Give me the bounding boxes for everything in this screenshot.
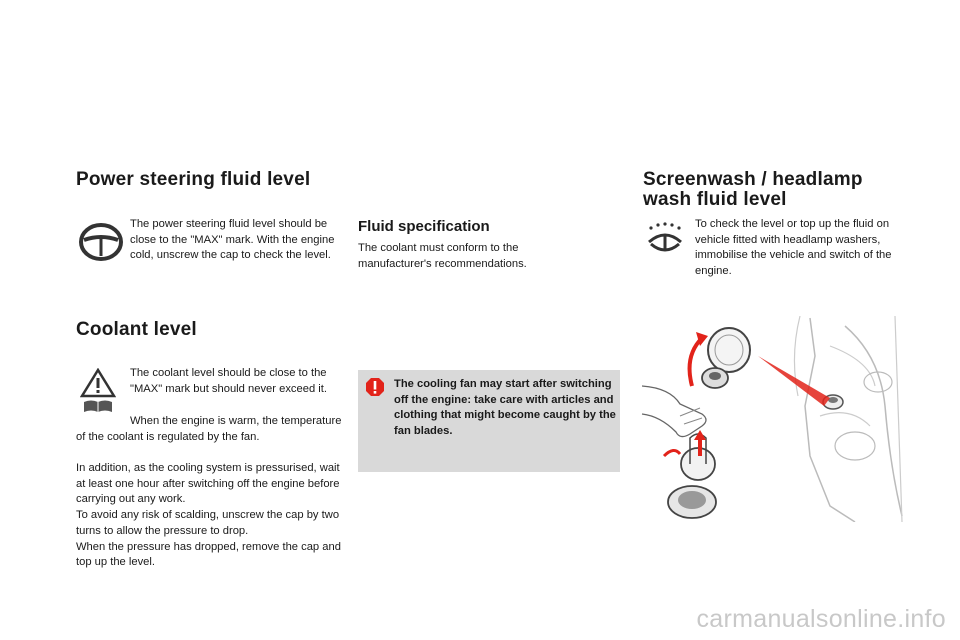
steering-wheel-icon bbox=[78, 222, 124, 262]
coolant-warning-icon bbox=[80, 368, 116, 414]
coolant-paragraph-3: In addition, as the cooling system is pressurised, wait at least one hour after switching off the engine before carrying out any work. bbox=[76, 462, 340, 506]
watermark-text: carmanualsonline.info bbox=[696, 605, 946, 633]
power-steering-text bbox=[130, 217, 340, 264]
warning-exclamation-icon bbox=[364, 376, 386, 398]
screenwash-heading-line-2: wash fluid level bbox=[643, 189, 787, 210]
coolant-heading: Coolant level bbox=[76, 319, 197, 340]
washer-fluid-icon bbox=[646, 222, 684, 260]
screenwash-heading bbox=[643, 170, 863, 210]
screenwash-heading-line-1: Screenwash / headlamp bbox=[643, 169, 863, 190]
power-steering-body: The power steering fluid level should be close to the "MAX" mark. With the engine cold, unscrew the cap to check the level. bbox=[130, 218, 335, 262]
power-steering-heading: Power steering fluid level bbox=[76, 169, 311, 190]
coolant-paragraph-1: The coolant level should be close to the "MAX" mark but should never exceed it. bbox=[130, 367, 327, 395]
coolant-paragraph-4: To avoid any risk of scalding, unscrew the cap by two turns to allow the pressure to drop. bbox=[76, 509, 340, 537]
coolant-details bbox=[76, 414, 344, 445]
washer-reservoir-illustration bbox=[640, 316, 905, 522]
screenwash-body: To check the level or top up the fluid on vehicle fitted with headlamp washers, immobilise the vehicle and switch of the engine. bbox=[695, 218, 892, 278]
coolant-intro bbox=[130, 366, 345, 397]
coolant-paragraph-5: When the pressure has dropped, remove the cap and top up the level. bbox=[76, 540, 341, 569]
fluid-spec-text bbox=[358, 241, 558, 272]
fluid-spec-heading: Fluid specification bbox=[358, 218, 490, 235]
coolant-paragraph-2: When the engine is warm, the temperature of the coolant is regulated by the fan. bbox=[76, 415, 342, 443]
screenwash-text bbox=[695, 217, 910, 280]
fluid-spec-body: The coolant must conform to the manufacturer's recommendations. bbox=[358, 242, 527, 270]
coolant-more bbox=[76, 461, 344, 571]
warning-text: The cooling fan may start after switching off the engine: take care with articles and clothing that might become caught by the fan blades. bbox=[394, 378, 616, 438]
